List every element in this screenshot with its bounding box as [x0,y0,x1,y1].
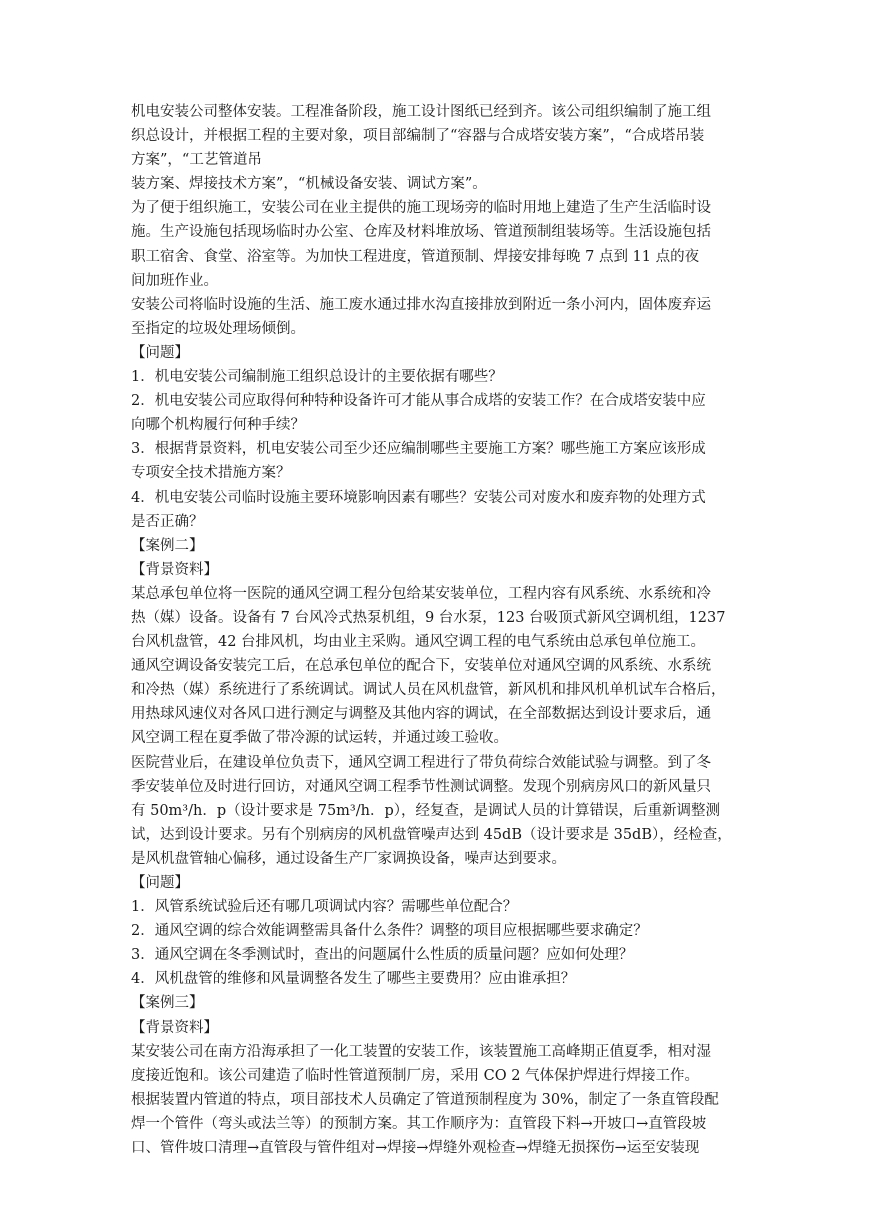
text-line: 热（媒）设备。设备有 7 台风冷式热泵机组，9 台水泵，123 台吸顶式新风空调机组，1237 [131,609,726,626]
text-line: 根据装置内管道的特点，项目部技术人员确定了管道预制程度为 30%，制定了一条直管段配 [131,1091,719,1108]
text-line: 专项安全技术措施方案？ [131,465,291,482]
text-line: 3．通风空调在冬季测试时，查出的问题属什么性质的质量问题？应如何处理？ [131,947,634,964]
text-line: 向哪个机构履行何种手续？ [131,417,305,434]
text-line: 和冷热（媒）系统进行了系统调试。调试人员在风机盘管，新风机和排风机单机试车合格后， [131,682,726,699]
section-heading: 【问题】 [131,344,189,361]
text-line: 至指定的垃圾处理场倾倒。 [131,320,305,337]
text-line: 是风机盘管轴心偏移，通过设备生产厂家调换设备，噪声达到要求。 [131,850,566,867]
text-line: 季安装单位及时进行回访，对通风空调工程季节性测试调整。发现个别病房风口的新风量只 [131,778,711,795]
text-line: 风空调工程在夏季做了带冷源的试运转，并通过竣工验收。 [131,730,508,747]
text-line: 口、管件坡口清理→直管段与管件组对→焊接→焊缝外观检查→焊缝无损探伤→运至安装现 [131,1140,700,1157]
section-heading: 【背景资料】 [131,561,218,578]
text-line: 某安装公司在南方沿海承担了一化工装置的安装工作，该装置施工高峰期正值夏季，相对湿 [131,1043,711,1060]
text-line: 用热球风速仪对各风口进行测定与调整及其他内容的调试，在全部数据达到设计要求后，通 [131,706,711,723]
text-line: 职工宿舍、食堂、浴室等。为加快工程进度，管道预制、焊接安排每晚 7 点到 11 点的夜 [131,248,700,265]
text-line: 施。生产设施包括现场临时办公室、仓库及材料堆放场、管道预制组装场等。生活设施包括 [131,224,711,241]
section-heading: 【背景资料】 [131,1019,218,1036]
text-line: 度接近饱和。该公司建造了临时性管道预制厂房，采用 CO 2 气体保护焊进行焊接工作。 [131,1067,700,1084]
text-line: 4．风机盘管的维修和风量调整各发生了哪些主要费用？应由谁承担？ [131,971,576,988]
text-line: 3．根据背景资料，机电安装公司至少还应编制哪些主要施工方案？哪些施工方案应该形成 [131,441,706,458]
text-line: 1．风管系统试验后还有哪几项调试内容？需哪些单位配合？ [131,899,518,916]
text-line: 试，达到设计要求。另有个别病房的风机盘管噪声达到 45dB（设计要求是 35dB），经检查， [131,826,732,843]
text-line: 安装公司将临时设施的生活、施工废水通过排水沟直接排放到附近一条小河内，固体废弃运 [131,296,711,313]
text-line: 2．机电安装公司应取得何种特种设备许可才能从事合成塔的安装工作？在合成塔安装中应 [131,393,706,410]
text-line: 台风机盘管，42 台排风机，均由业主采购。通风空调工程的电气系统由总承包单位施工。 [131,634,706,651]
section-heading: 【案例二】 [131,537,204,554]
text-line: 装方案、焊接技术方案”，“机械设备安装、调试方案”。 [131,176,487,193]
text-line: 有 50m³/h．p（设计要求是 75m³/h．p），经复查，是调试人员的计算错误，后重新调整测 [131,802,721,819]
section-heading: 【问题】 [131,875,189,891]
text-line: 某总承包单位将一医院的通风空调工程分包给某安装单位，工程内容有风系统、水系统和冷 [131,585,711,602]
text-line: 间加班作业。 [131,272,218,289]
text-line: 焊一个管件（弯头或法兰等）的预制方案。其工作顺序为：直管段下料→开坡口→直管段坡 [131,1115,707,1132]
section-heading: 【案例三】 [131,995,204,1012]
text-line: 4．机电安装公司临时设施主要环境影响因素有哪些？安装公司对废水和废弃物的处理方式 [131,489,706,506]
text-line: 方案”，“工艺管道吊 [131,152,262,169]
text-line: 1．机电安装公司编制施工组织总设计的主要依据有哪些？ [131,369,503,386]
text-line: 织总设计，并根据工程的主要对象，项目部编制了“容器与合成塔安装方案”，“合成塔吊装 [131,128,705,145]
text-line: 2．通风空调的综合效能调整需具备什么条件？调整的项目应根据哪些要求确定？ [131,923,648,940]
document-page [131,100,739,1160]
text-line: 医院营业后，在建设单位负责下，通风空调工程进行了带负荷综合效能试验与调整。到了冬 [131,754,711,771]
text-line: 为了便于组织施工，安装公司在业主提供的施工现场旁的临时用地上建造了生产生活临时设 [131,200,711,217]
text-line: 是否正确？ [131,513,204,530]
text-line: 机电安装公司整体安装。工程准备阶段，施工设计图纸已经到齐。该公司组织编制了施工组 [131,104,711,120]
text-line: 通风空调设备安装完工后，在总承包单位的配合下，安装单位对通风空调的风系统、水系统 [131,658,711,675]
